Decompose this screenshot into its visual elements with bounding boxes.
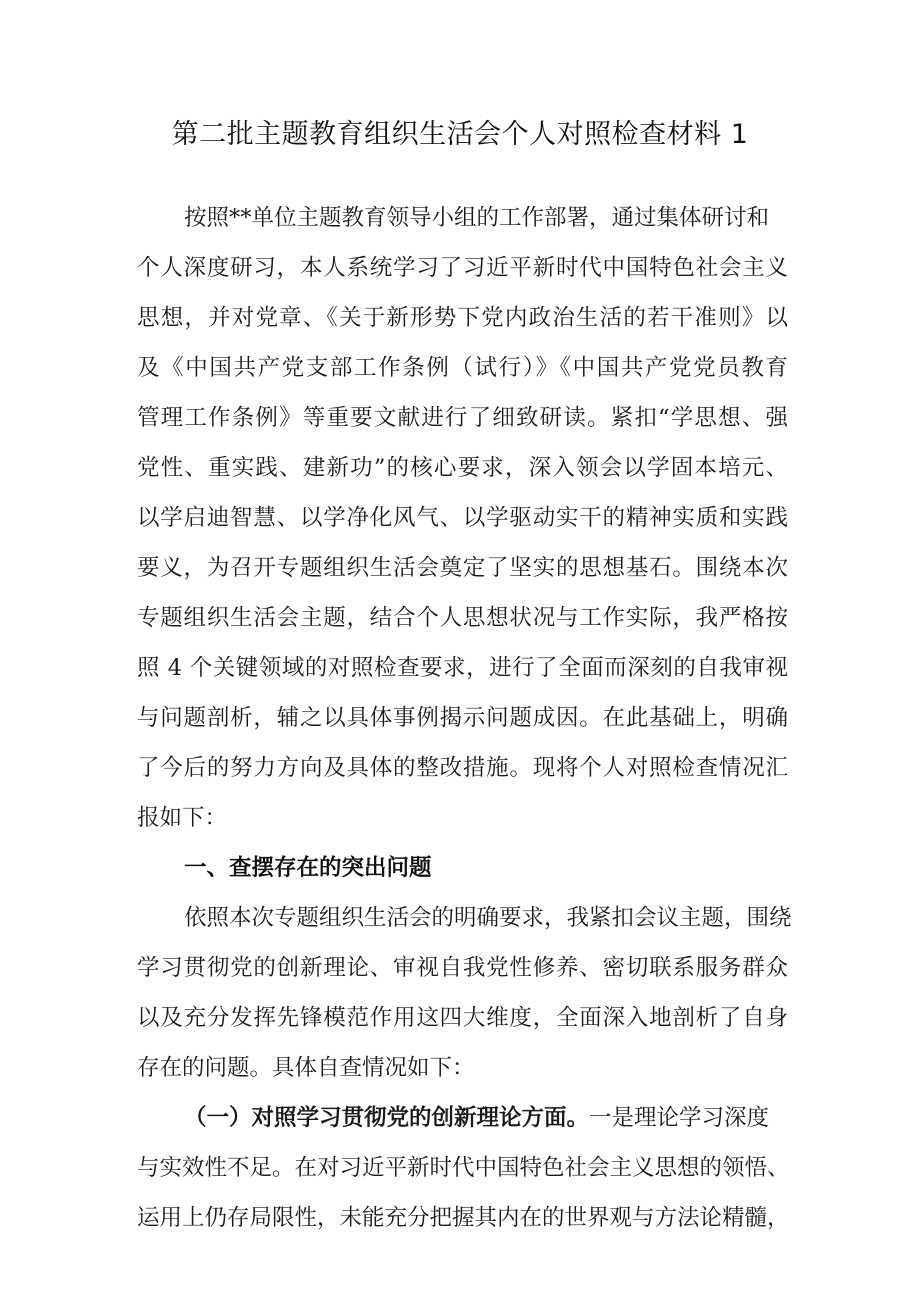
intro-line: 思想，并对党章、《关于新形势下党内政治生活的若干准则》以	[137, 305, 788, 331]
intro-line: 要义，为召开专题组织生活会奠定了坚实的思想基石。围绕本次	[137, 555, 788, 581]
intro-line: 报如下：	[137, 805, 228, 831]
intro-line: 了今后的努力方向及具体的整改措施。现将个人对照检查情况汇	[137, 755, 788, 781]
intro-line: 按照**单位主题教育领导小组的工作部署，通过集体研讨和	[184, 205, 770, 231]
intro-line: 以学启迪智慧、以学净化风气、以学驱动实干的精神实质和实践	[137, 505, 788, 531]
intro-line: 党性、重实践、建新功”的核心要求，深入领会以学固本培元、	[137, 455, 788, 481]
intro-line: 管理工作条例》等重要文献进行了细致研读。紧扣“学思想、强	[137, 405, 788, 431]
section1-line: 存在的问题。具体自查情况如下：	[137, 1055, 475, 1081]
intro-line: 专题组织生活会主题，结合个人思想状况与工作实际，我严格按	[137, 605, 788, 631]
subsection-line	[184, 1102, 769, 1134]
section-heading: 一、查摆存在的突出问题	[184, 855, 432, 881]
subsection-heading: （一）对照学习贯彻党的创新理论方面。	[184, 1105, 590, 1131]
intro-line: 个人深度研习，本人系统学习了习近平新时代中国特色社会主义	[137, 255, 788, 281]
subsection-line: 与实效性不足。在对习近平新时代中国特色社会主义思想的领悟、	[137, 1155, 790, 1181]
document-title: 第二批主题教育组织生活会个人对照检查材料 1	[171, 119, 749, 150]
section1-line: 以及充分发挥先锋模范作用这四大维度，全面深入地剖析了自身	[137, 1005, 788, 1031]
intro-line: 与问题剖析，辅之以具体事例揭示问题成因。在此基础上，明确	[137, 705, 788, 731]
section1-line: 依照本次专题组织生活会的明确要求，我紧扣会议主题，围绕	[184, 905, 792, 931]
subsection-line: 运用上仍存局限性，未能充分把握其内在的世界观与方法论精髓，	[137, 1205, 790, 1231]
intro-line: 及《中国共产党支部工作条例（试行）》《中国共产党党员教育	[137, 355, 788, 381]
subsection-text: 一是理论学习深度	[589, 1105, 770, 1131]
section1-line: 学习贯彻党的创新理论、审视自我党性修养、密切联系服务群众	[137, 955, 788, 981]
intro-line: 照 4 个关键领域的对照检查要求，进行了全面而深刻的自我审视	[137, 655, 788, 681]
